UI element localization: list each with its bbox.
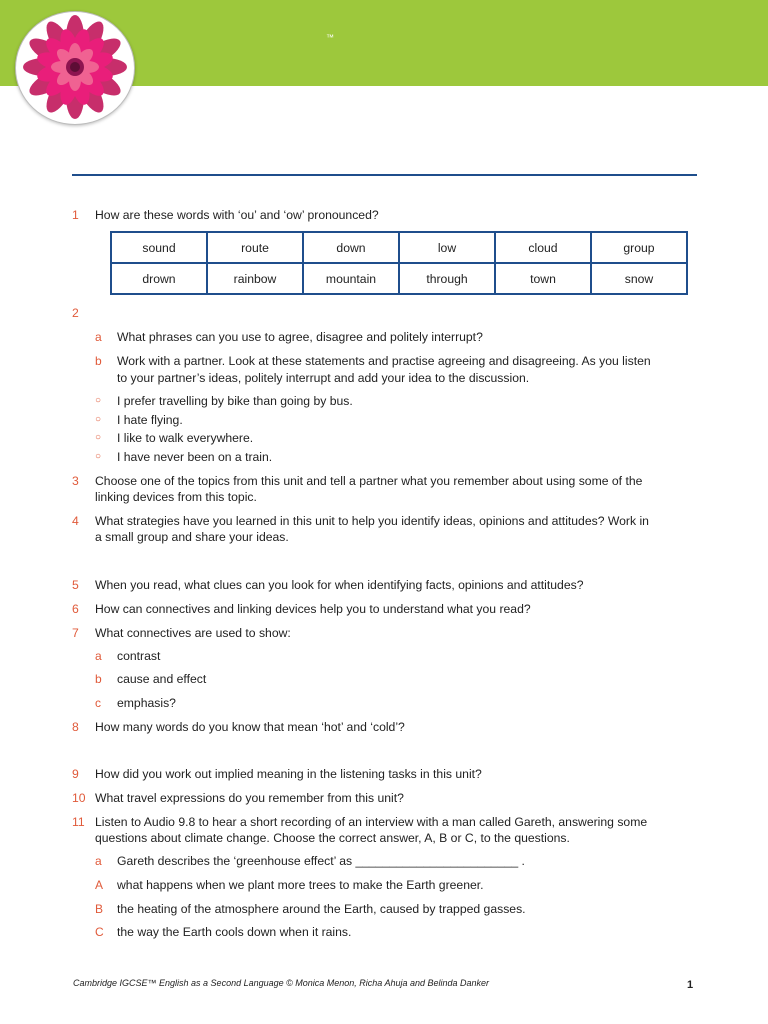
circle-bullet-icon: ○ bbox=[95, 432, 102, 443]
question-7-text: What connectives are used to show: bbox=[95, 626, 291, 640]
question-2b-line2: to your partner’s ideas, politely interrupt and add your idea to the discussion. bbox=[117, 371, 530, 385]
statement-item: I prefer travelling by bike than going by bus. bbox=[117, 394, 353, 408]
pronunciation-word-table bbox=[110, 231, 688, 295]
page-number: 1 bbox=[687, 979, 694, 991]
question-9-text: How did you work out implied meaning in the listening tasks in this unit? bbox=[95, 767, 482, 781]
question-3-line2: linking devices from this topic. bbox=[95, 490, 257, 504]
word-cell: drown bbox=[111, 263, 207, 294]
table-row bbox=[111, 263, 687, 294]
connective-item: emphasis? bbox=[117, 696, 176, 710]
question-2b-line1: Work with a partner. Look at these statements and practise agreeing and disagreeing. As you listen bbox=[117, 354, 651, 368]
question-1-text: How are these words with ‘ou’ and ‘ow’ pronounced? bbox=[95, 208, 379, 222]
question-number: 6 bbox=[72, 602, 79, 616]
word-cell: sound bbox=[111, 232, 207, 263]
answer-option: what happens when we plant more trees to make the Earth greener. bbox=[117, 878, 484, 892]
item-letter: a bbox=[95, 649, 102, 663]
word-cell: rainbow bbox=[207, 263, 303, 294]
question-number: 9 bbox=[72, 767, 79, 781]
item-letter: b bbox=[95, 354, 102, 368]
question-number: 2 bbox=[72, 306, 79, 320]
word-cell: down bbox=[303, 232, 399, 263]
question-number: 5 bbox=[72, 578, 79, 592]
question-3-line1: Choose one of the topics from this unit and tell a partner what you remember about using some of the bbox=[95, 474, 643, 488]
question-number: 8 bbox=[72, 720, 79, 734]
word-cell: cloud bbox=[495, 232, 591, 263]
question-number: 3 bbox=[72, 474, 79, 488]
flower-icon bbox=[20, 14, 130, 120]
flower-logo bbox=[15, 11, 135, 125]
circle-bullet-icon: ○ bbox=[95, 451, 102, 462]
question-number: 7 bbox=[72, 626, 79, 640]
question-2a-text: What phrases can you use to agree, disagree and politely interrupt? bbox=[117, 330, 483, 344]
option-letter: B bbox=[95, 902, 104, 916]
answer-option: the way the Earth cools down when it rains. bbox=[117, 925, 352, 939]
answer-option: the heating of the atmosphere around the Earth, caused by trapped gasses. bbox=[117, 902, 526, 916]
question-11-line2: questions about climate change. Choose the correct answer, A, B or C, to the questions. bbox=[95, 831, 570, 845]
question-number: 11 bbox=[72, 815, 85, 829]
option-letter: A bbox=[95, 878, 104, 892]
word-cell: route bbox=[207, 232, 303, 263]
question-4-line2: a small group and share your ideas. bbox=[95, 530, 289, 544]
table-row bbox=[111, 232, 687, 263]
question-10-text: What travel expressions do you remember from this unit? bbox=[95, 791, 404, 805]
question-6-text: How can connectives and linking devices help you to understand what you read? bbox=[95, 602, 531, 616]
question-8-text: How many words do you know that mean ‘hot’ and ‘cold’? bbox=[95, 720, 405, 734]
word-cell: through bbox=[399, 263, 495, 294]
word-cell: mountain bbox=[303, 263, 399, 294]
header-rule bbox=[72, 174, 697, 176]
connective-item: cause and effect bbox=[117, 672, 207, 686]
word-cell: low bbox=[399, 232, 495, 263]
question-5-text: When you read, what clues can you look for when identifying facts, opinions and attitudes? bbox=[95, 578, 584, 592]
question-number: 4 bbox=[72, 514, 79, 528]
statement-item: I like to walk everywhere. bbox=[117, 431, 254, 445]
connective-item: contrast bbox=[117, 649, 161, 663]
word-cell: town bbox=[495, 263, 591, 294]
question-number: 1 bbox=[72, 208, 79, 222]
item-letter: a bbox=[95, 330, 102, 344]
item-letter: a bbox=[95, 854, 102, 868]
footer-copyright: Cambridge IGCSE™ English as a Second Language © Monica Menon, Richa Ahuja and Belinda Danker bbox=[73, 978, 490, 988]
statement-item: I hate flying. bbox=[117, 413, 183, 427]
item-letter: c bbox=[95, 696, 101, 710]
circle-bullet-icon: ○ bbox=[95, 395, 102, 406]
option-letter: C bbox=[95, 925, 104, 939]
word-cell: group bbox=[591, 232, 687, 263]
statement-item: I have never been on a train. bbox=[117, 450, 273, 464]
question-11-line1: Listen to Audio 9.8 to hear a short recording of an interview with a man called Gareth, answering some bbox=[95, 815, 648, 829]
question-4-line1: What strategies have you learned in this unit to help you identify ideas, opinions and attitudes? Work in bbox=[95, 514, 649, 528]
circle-bullet-icon: ○ bbox=[95, 414, 102, 425]
trademark-symbol: ™ bbox=[326, 33, 334, 42]
question-11a-text: Gareth describes the ‘greenhouse effect’ as ________________________ . bbox=[117, 854, 525, 868]
item-letter: b bbox=[95, 672, 102, 686]
word-cell: snow bbox=[591, 263, 687, 294]
question-number: 10 bbox=[72, 791, 86, 805]
